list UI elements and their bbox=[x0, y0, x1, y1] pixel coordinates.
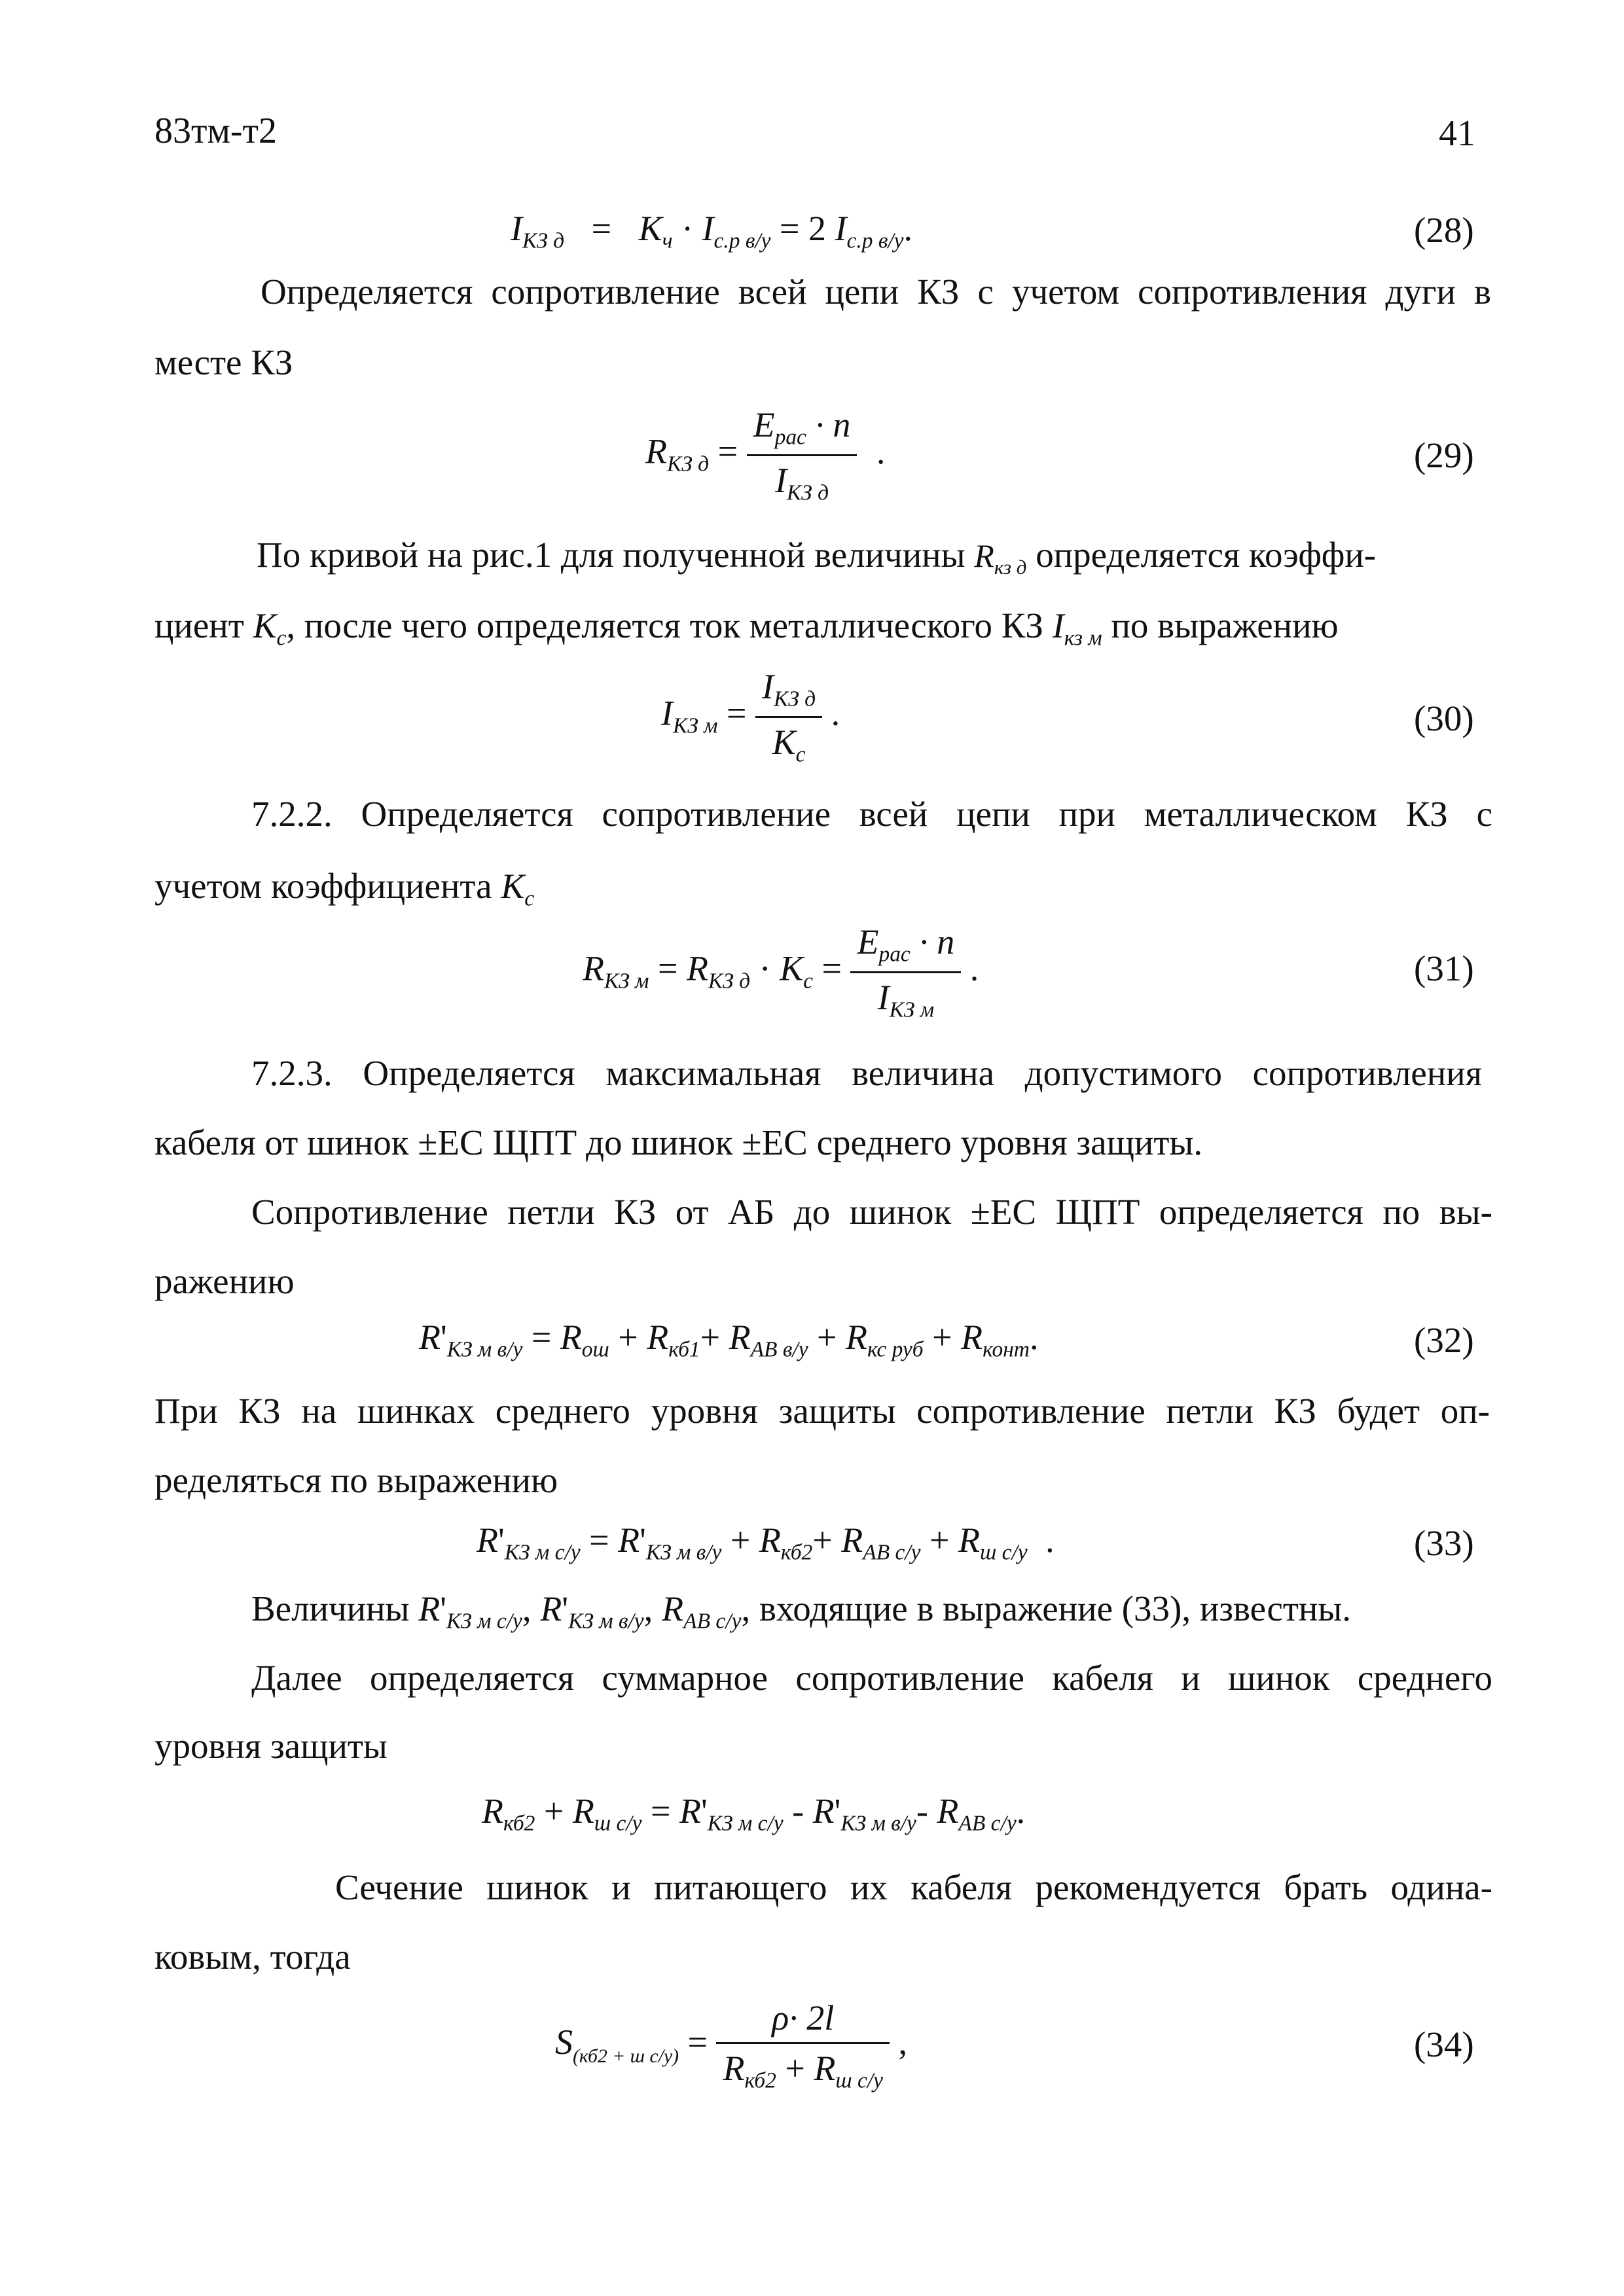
document-code: 83тм-т2 bbox=[154, 111, 278, 151]
paragraph-9-line-1: Сечение шинок и питающего их кабеля рекомендуется брать одина- bbox=[335, 1867, 1492, 1907]
paragraph-2-line-2: циент $K_c$, после чего определяется ток металлического КЗ $I_{кз м}$ по выражению bbox=[154, 605, 1339, 651]
equation-33: $R'_{КЗ м с/у} = R'_{КЗ м в/у} + R_{кб2}+ R_{АВ с/у} + R_{ш с/у}$ . bbox=[477, 1520, 1055, 1565]
paragraph-3-line-2: учетом коэффициента $K_c$ bbox=[154, 866, 535, 911]
equation-34: $S_{(кб2 + ш с/у)}$ = $\frac{\rho\cdot 2l}{R_{кб2} + R_{ш с/у}}$ , bbox=[555, 1998, 907, 2093]
equation-number-30: (30) bbox=[1414, 698, 1474, 738]
page-number: 41 bbox=[1439, 113, 1475, 154]
paragraph-5-line-2: ражению bbox=[154, 1261, 295, 1301]
equation-number-28: (28) bbox=[1414, 210, 1474, 250]
equation-bus-cable-resistance: $R_{кб2} + R_{ш с/у} = R'_{КЗ м с/у} - R'_{КЗ м в/у}-$ $R_{АВ с/у}$. bbox=[482, 1791, 1026, 1836]
fraction-31: $\frac{E_{рас} \cdot n}{I_{КЗ м}}$ bbox=[850, 922, 961, 1022]
equation-number-32: (32) bbox=[1414, 1320, 1474, 1360]
paragraph-8-line-2: уровня защиты bbox=[154, 1726, 388, 1766]
equation-number-29: (29) bbox=[1414, 435, 1474, 475]
paragraph-1-line-2: месте КЗ bbox=[154, 342, 293, 382]
paragraph-4-line-1: 7.2.3. Определяется максимальная величина допустимого сопротивления bbox=[251, 1053, 1482, 1093]
paragraph-2-line-1: По кривой на рис.1 для полученной величины $R_{кз д}$ определяется коэффи- bbox=[257, 535, 1377, 579]
equation-number-33: (33) bbox=[1414, 1523, 1474, 1563]
paragraph-3-line-1: 7.2.2. Определяется сопротивление всей цепи при металлическом КЗ с bbox=[251, 794, 1492, 834]
fraction-29: $\frac{E_{рас} \cdot n}{I_{КЗ д}}$ bbox=[747, 404, 857, 505]
equation-32: $R'_{КЗ м в/у} = R_{ош} + R_{кб1}+ R_{АВ в/у} + R_{кс руб} + R_{конт}$. bbox=[419, 1318, 1039, 1362]
fraction-30: $\frac{I_{КЗ д}}{K_c}$ bbox=[755, 666, 822, 767]
equation-number-31: (31) bbox=[1414, 948, 1474, 988]
equation-29: $R_{КЗ д}$ = $\frac{E_{рас} \cdot n}{I_{КЗ д}}$ . bbox=[645, 405, 886, 505]
paragraph-1-line-1: Определяется сопротивление всей цепи КЗ с учетом сопротивления дуги в bbox=[261, 272, 1491, 312]
fraction-34: $\frac{\rho\cdot 2l}{R_{кб2} + R_{ш с/у}}$ bbox=[716, 1998, 890, 2094]
paragraph-6-line-1: При КЗ на шинках среднего уровня защиты сопротивление петли КЗ будет оп- bbox=[154, 1391, 1490, 1431]
equation-number-34: (34) bbox=[1414, 2024, 1474, 2064]
paragraph-4-line-2: кабеля от шинок ±ЕС ЩПТ до шинок ±ЕС среднего уровня защиты. bbox=[154, 1122, 1203, 1162]
paragraph-5-line-1: Сопротивление петли КЗ от АБ до шинок ±ЕС ЩПТ определяется по вы- bbox=[251, 1192, 1492, 1232]
paragraph-8-line-1: Далее определяется суммарное сопротивление кабеля и шинок среднего bbox=[251, 1658, 1492, 1698]
equation-28: $I_{КЗ д} = K_ч \cdot I_{с.р в/у} = 2$ $I_{с.р в/у}$. bbox=[511, 209, 913, 253]
equation-30: $I_{КЗ м}$ = $\frac{I_{КЗ д}}{K_c}$ . bbox=[661, 667, 840, 767]
paragraph-7: Величины $R'_{КЗ м с/у}$, $R'_{КЗ м в/у}$, $R_{АВ с/у}$, входящие в выражение (33), известны. bbox=[251, 1588, 1352, 1634]
equation-31: $R_{КЗ м} = R_{КЗ д} \cdot K_c$ = $\frac{E_{рас} \cdot n}{I_{КЗ м}}$ . bbox=[583, 922, 979, 1022]
paragraph-9-line-2: ковым, тогда bbox=[154, 1937, 351, 1977]
paragraph-6-line-2: ределяться по выражению bbox=[154, 1460, 558, 1500]
